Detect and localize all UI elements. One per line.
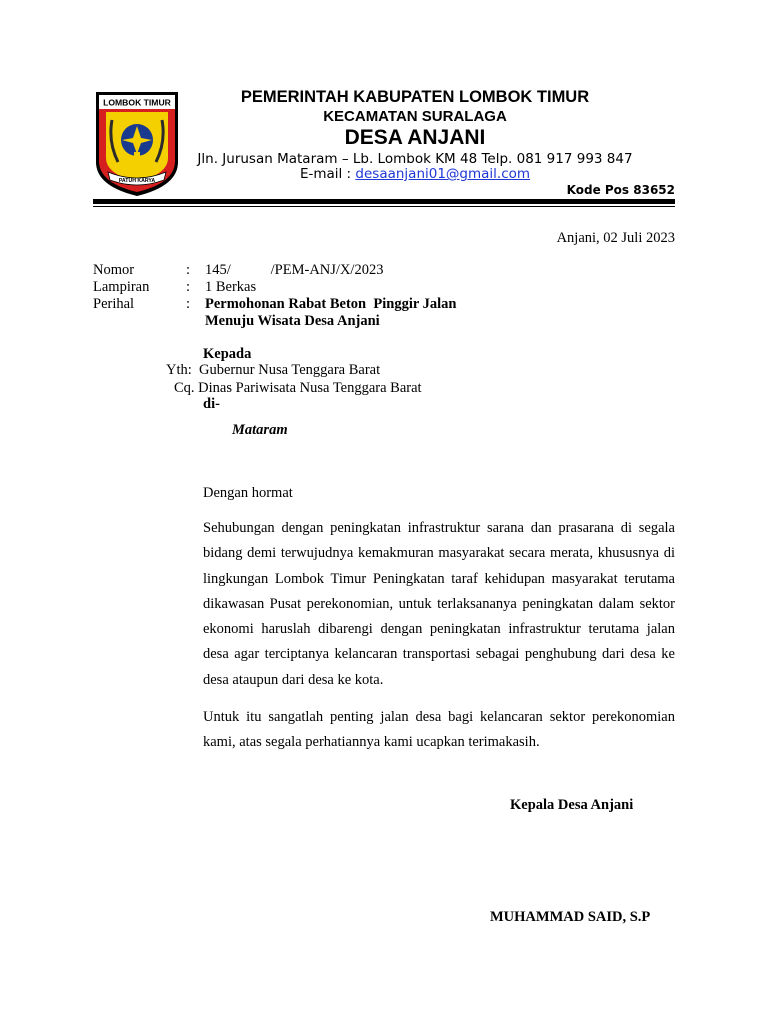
email-link[interactable]: desaanjani01@gmail.com: [355, 166, 531, 182]
letter-date: Anjani, 02 Juli 2023: [556, 230, 675, 246]
letterhead-district: KECAMATAN SURALAGA: [323, 108, 507, 125]
postal-code: Kode Pos 83652: [566, 183, 675, 197]
greeting: Dengan hormat: [203, 485, 293, 501]
letterhead-village: DESA ANJANI: [344, 126, 486, 149]
letterhead-rule-thin: [93, 206, 675, 207]
email-label: E-mail :: [299, 166, 356, 182]
letterhead-rule-thick: [93, 199, 675, 204]
body-paragraph-1: Sehubungan dengan peningkatan infrastruktur sarana dan prasarana di segala bidang demi terwujudnya kemakmuran masyarakat secara merata, khususnya di lingkungan Lombok Timur Peningkatan taraf kehidupan masyarakat terutama dikawasan Pusat perekonomian, untuk terlaksananya peningkatan dalam sektor ekonomi haruslah dibarengi dengan peningkatan infrastruktur terutama jalan desa agar terciptanya kelancaran transportasi sebagai penghubung dari desa ke desa ataupun dari desa ke kota.: [203, 520, 675, 688]
recipient-cq: Cq. Dinas Pariwisata Nusa Tenggara Barat: [174, 380, 422, 396]
lampiran-label: Lampiran: [93, 279, 150, 295]
recipient-city: Mataram: [232, 422, 288, 438]
nomor-label: Nomor: [93, 262, 135, 278]
perihal-colon: :: [186, 296, 191, 312]
perihal-value-line2: Menuju Wisata Desa Anjani: [205, 313, 380, 329]
perihal-label: Perihal: [93, 296, 135, 312]
nomor-colon: :: [186, 262, 191, 278]
perihal-value-line1: Permohonan Rabat Beton Pinggir Jalan: [205, 296, 457, 312]
signature-name: MUHAMMAD SAID, S.P: [490, 909, 651, 925]
logo-banner-bottom: PATUH KARYA: [118, 178, 156, 184]
body-paragraph-2: Untuk itu sangatlah penting jalan desa bagi kelancaran sektor perekonomian kami, atas segala perhatiannya kami ucapkan terimakasih.: [203, 709, 675, 751]
nomor-value: 145/ /PEM-ANJ/X/2023: [205, 262, 384, 278]
lampiran-value: 1 Berkas: [205, 279, 257, 295]
letterhead-address: Jln. Jurusan Mataram – Lb. Lombok KM 48 Telp. 081 917 993 847: [197, 151, 633, 167]
recipient-yth: Yth: Gubernur Nusa Tenggara Barat: [166, 362, 381, 378]
letterhead-email-line: [170, 166, 660, 182]
letterhead-government: PEMERINTAH KABUPATEN LOMBOK TIMUR: [240, 88, 590, 106]
logo-banner-top: LOMBOK TIMUR: [103, 97, 171, 108]
recipient-kepada: Kepada: [203, 346, 252, 362]
recipient-di: di-: [203, 396, 220, 412]
lampiran-colon: :: [186, 279, 191, 295]
signature-title: Kepala Desa Anjani: [510, 797, 634, 813]
